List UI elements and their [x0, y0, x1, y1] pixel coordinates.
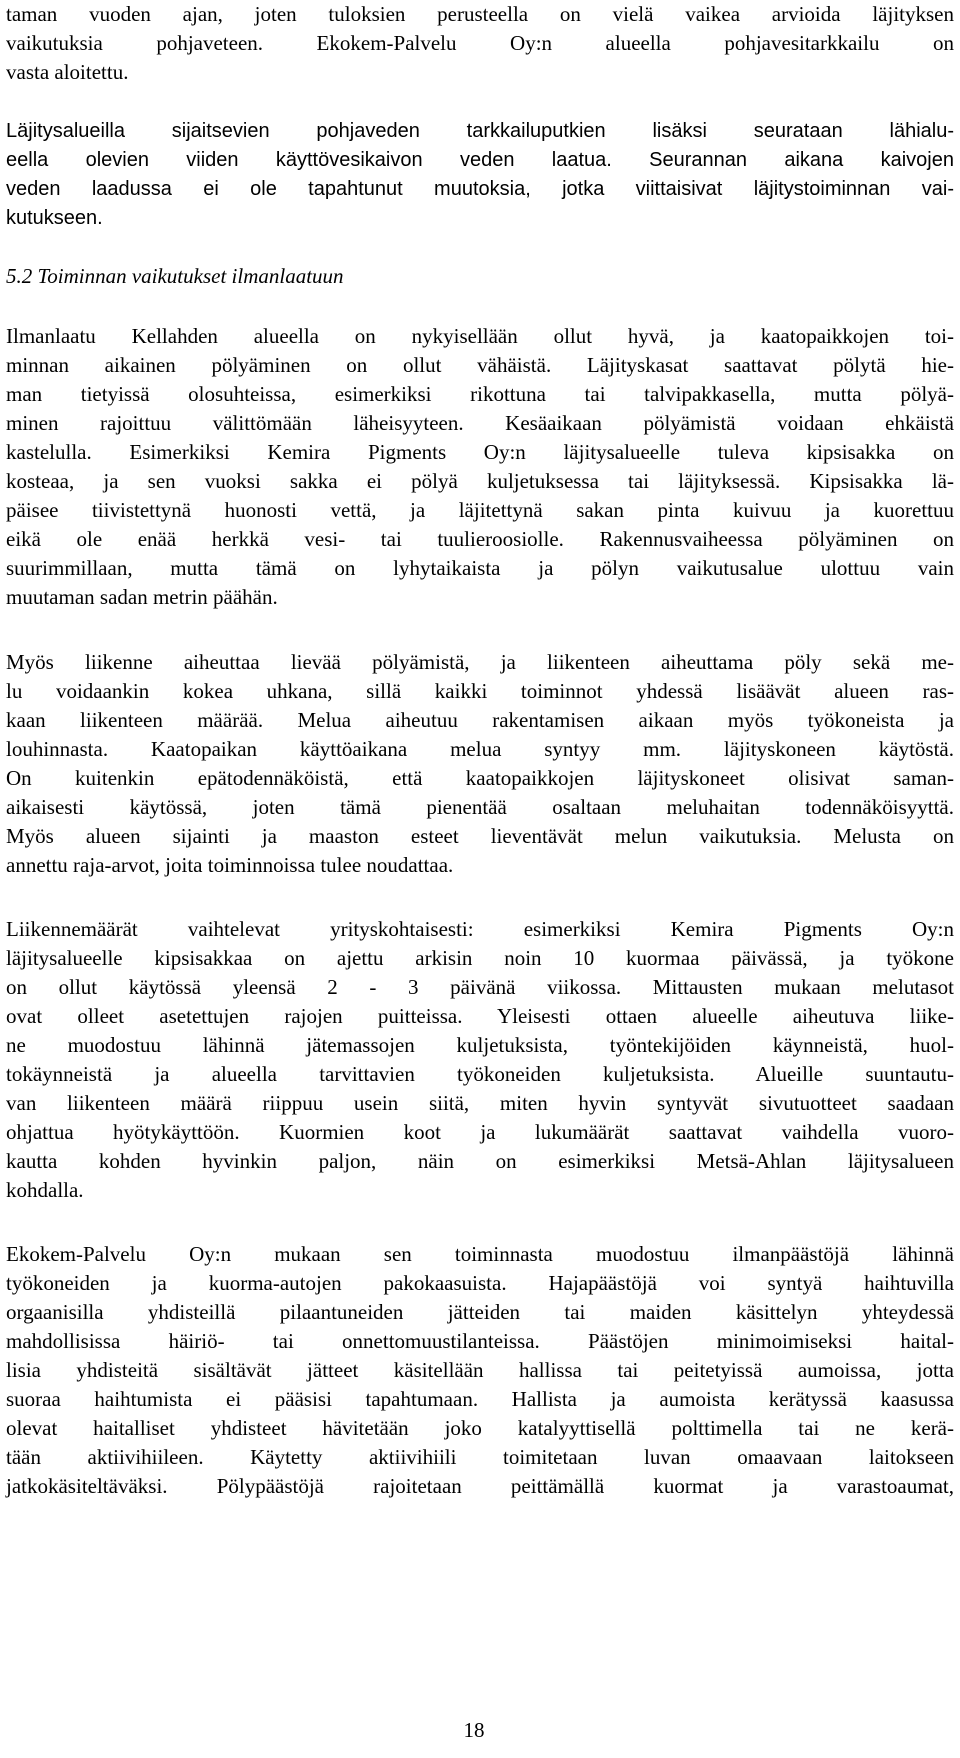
- text-line: Liikennemäärät vaihtelevat yrityskohtaisesti: esimerkiksi Kemira Pigments Oy:n: [6, 917, 954, 941]
- text-line: ne muodostuu lähinnä jätemassojen kuljetuksista, työntekijöiden käynneistä, huol-: [6, 1033, 954, 1057]
- text-line: louhinnasta. Kaatopaikan käyttöaikana melua syntyy mm. läjityskoneen käytöstä.: [6, 737, 954, 761]
- text-line: kaan liikenteen määrää. Melua aiheutuu rakentamisen aikaan myös työkoneista ja: [6, 708, 954, 732]
- paragraph-emissions: [6, 1240, 954, 1501]
- text-line: veden laadussa ei ole tapahtunut muutoksia, jotka viittaisivat läjitystoiminnan vai-: [6, 178, 954, 200]
- section-heading-text: 5.2 Toiminnan vaikutukset ilmanlaatuun: [6, 264, 344, 288]
- paragraph-traffic-noise: [6, 648, 954, 880]
- text-line: suoraa haihtumista ei pääsisi tapahtumaan. Hallista ja aumoista kerätyssä kaasussa: [6, 1387, 954, 1411]
- text-line: kutukseen.: [6, 207, 103, 229]
- text-line: lisia yhdisteitä sisältävät jätteet käsitellään hallissa tai peitetyissä aumoissa, jotta: [6, 1358, 954, 1382]
- text-line: kosteaa, ja sen vuoksi sakka ei pölyä kuljetuksessa tai läjityksessä. Kipsisakka lä-: [6, 469, 954, 493]
- text-line: työkoneiden ja kuorma-autojen pakokaasuista. Hajapäästöjä voi syntyä haihtuvilla: [6, 1271, 954, 1295]
- text-line: vasta aloitettu.: [6, 60, 129, 84]
- text-line: minnan aikainen pölyäminen on ollut vähäistä. Läjityskasat saattavat pölytä hie-: [6, 353, 954, 377]
- text-line: Ekokem-Palvelu Oy:n mukaan sen toiminnasta muodostuu ilmanpäästöjä lähinnä: [6, 1242, 954, 1266]
- text-line: minen rajoittuu välittömään läheisyyteen. Kesäaikaan pölyämistä voidaan ehkäistä: [6, 411, 954, 435]
- text-line: annettu raja-arvot, joita toiminnoissa tulee noudattaa.: [6, 853, 454, 877]
- text-line: ohjattua hyötykäyttöön. Kuormien koot ja lukumäärät saattavat vaihdella vuoro-: [6, 1120, 954, 1144]
- paragraph-groundwater-intro: [6, 0, 954, 87]
- text-line: jatkokäsiteltäväksi. Pölypäästöjä rajoitetaan peittämällä kuormat ja varastoaumat,: [6, 1474, 954, 1498]
- paragraph-air-quality: [6, 322, 954, 612]
- text-line: lu voidaankin kokea uhkana, sillä kaikki toiminnot yhdessä lisäävät alueen ras-: [6, 679, 954, 703]
- text-line: eikä ole enää herkkä vesi- tai tuulieroosiolle. Rakennusvaiheessa pölyäminen on: [6, 527, 954, 551]
- text-line: orgaanisilla yhdisteillä pilaantuneiden jätteiden tai maiden käsittelyn yhteydessä: [6, 1300, 954, 1324]
- text-line: kautta kohden hyvinkin paljon, näin on esimerkiksi Metsä-Ahlan läjitysalueen: [6, 1149, 954, 1173]
- text-line: läjitysalueelle kipsisakkaa on ajettu arkisin noin 10 kuormaa päivässä, ja työkone: [6, 946, 954, 970]
- text-line: man tietyissä olosuhteissa, esimerkiksi rikottuna tai talvipakkasella, mutta pölyä-: [6, 382, 954, 406]
- paragraph-wells: [6, 117, 954, 233]
- text-line: On kuitenkin epätodennäköistä, että kaatopaikkojen läjityskoneet olisivat saman-: [6, 766, 954, 790]
- text-line: olevat haitalliset yhdisteet hävitetään joko katalyyttisellä polttimella tai ne kerä-: [6, 1416, 954, 1440]
- text-line: päisee tiivistettynä huonosti vettä, ja läjitettynä sakan pinta kuivuu ja kuorettuu: [6, 498, 954, 522]
- text-line: Myös alueen sijainti ja maaston esteet lieventävät melun vaikutuksia. Melusta on: [6, 824, 954, 848]
- text-line: vaikutuksia pohjaveteen. Ekokem-Palvelu Oy:n alueella pohjavesitarkkailu on: [6, 31, 954, 55]
- text-line: taman vuoden ajan, joten tuloksien perusteella on vielä vaikea arvioida läjityksen: [6, 2, 954, 26]
- text-line: kohdalla.: [6, 1178, 84, 1202]
- text-line: mahdollisissa häiriö- tai onnettomuustilanteissa. Päästöjen minimoimiseksi haital-: [6, 1329, 954, 1353]
- text-line: muutaman sadan metrin päähän.: [6, 585, 278, 609]
- text-line: tokäynneistä ja alueella tarvittavien työkoneiden kuljetuksista. Alueille suuntautu-: [6, 1062, 954, 1086]
- text-line: kastelulla. Esimerkiksi Kemira Pigments Oy:n läjitysalueelle tuleva kipsisakka on: [6, 440, 954, 464]
- text-line: ovat olleet asetettujen rajojen puitteissa. Yleisesti ottaen alueelle aiheutuva liike-: [6, 1004, 954, 1028]
- text-line: van liikenteen määrä riippuu usein siitä, miten hyvin syntyvät sivutuotteet saadaan: [6, 1091, 954, 1115]
- text-line: aikaisesti käytössä, joten tämä pienentää osaltaan meluhaitan todennäköisyyttä.: [6, 795, 954, 819]
- text-line: tään aktiivihiileen. Käytetty aktiivihiili toimitetaan luvan omaavaan laitokseen: [6, 1445, 954, 1469]
- section-heading: [6, 262, 954, 291]
- text-line: eella olevien viiden käyttövesikaivon veden laatua. Seurannan aikana kaivojen: [6, 149, 954, 171]
- text-line: on ollut käytössä yleensä 2 - 3 päivänä viikossa. Mittausten mukaan melutasot: [6, 975, 954, 999]
- page-number: 18: [463, 1718, 485, 1742]
- text-line: Läjitysalueilla sijaitsevien pohjaveden tarkkailuputkien lisäksi seurataan lähialu-: [6, 120, 954, 142]
- text-line: suurimmillaan, mutta tämä on lyhytaikaista ja pölyn vaikutusalue ulottuu vain: [6, 556, 954, 580]
- text-line: Myös liikenne aiheuttaa lievää pölyämistä, ja liikenteen aiheuttama pöly sekä me-: [6, 650, 954, 674]
- text-line: Ilmanlaatu Kellahden alueella on nykyisellään ollut hyvä, ja kaatopaikkojen toi-: [6, 324, 954, 348]
- paragraph-traffic-volumes: [6, 915, 954, 1205]
